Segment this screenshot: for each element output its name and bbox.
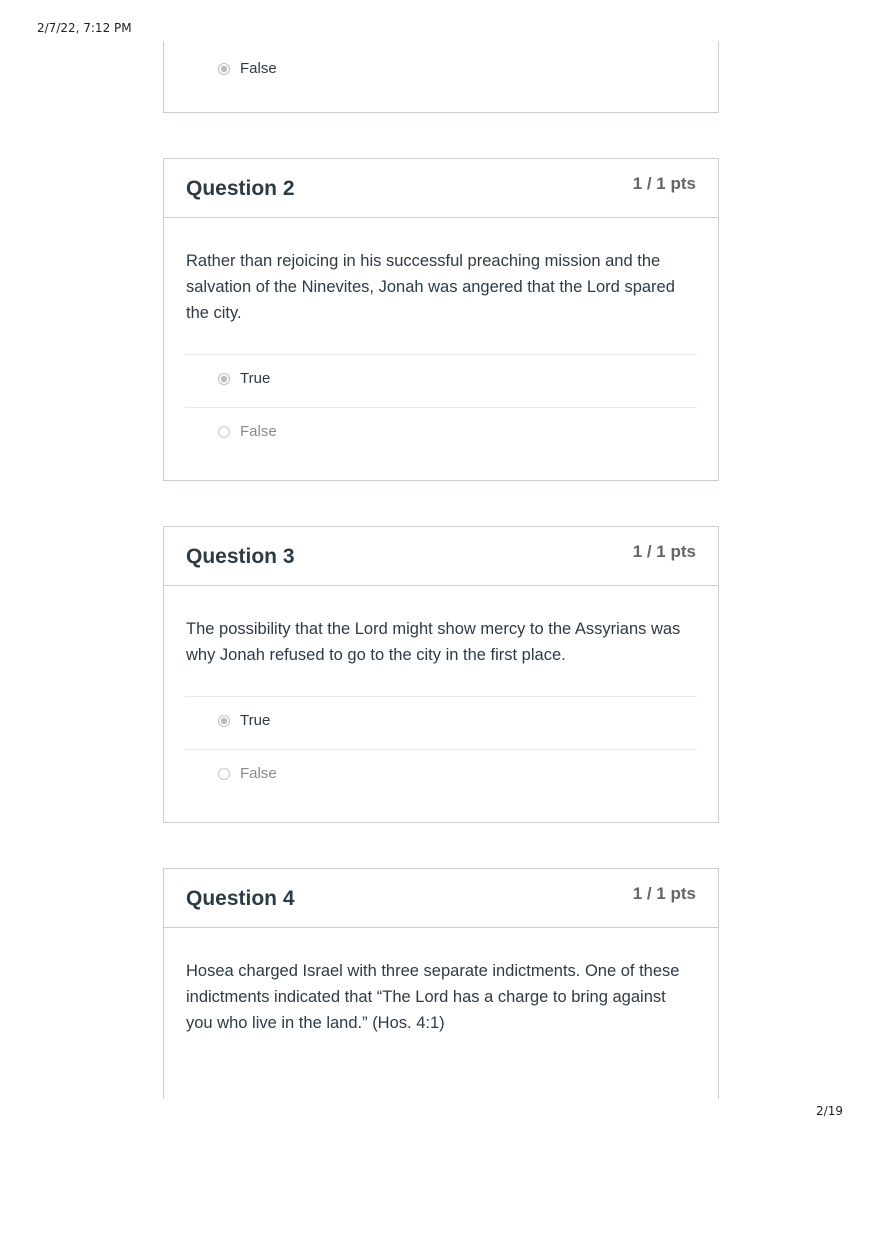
answer-list bbox=[185, 696, 697, 802]
question-title: Question 3 bbox=[186, 545, 295, 568]
answer-option-false[interactable] bbox=[185, 407, 697, 460]
question-title: Question 4 bbox=[186, 887, 295, 910]
radio-unselected-icon[interactable] bbox=[218, 768, 230, 780]
answer-option-true[interactable] bbox=[185, 696, 697, 749]
page-number: 2/19 bbox=[816, 1104, 843, 1118]
answer-list bbox=[185, 354, 697, 460]
answer-option-false[interactable] bbox=[185, 749, 697, 802]
answer-label: False bbox=[240, 60, 277, 77]
question-1-card bbox=[163, 41, 719, 113]
question-header bbox=[164, 527, 718, 586]
radio-unselected-icon[interactable] bbox=[218, 426, 230, 438]
question-text: Rather than rejoicing in his successful preaching mission and the salvation of the Ninevites, Jonah was angered that the Lord spared the city. bbox=[186, 252, 675, 322]
answer-label: False bbox=[240, 423, 277, 440]
question-text: The possibility that the Lord might show mercy to the Assyrians was why Jonah refused to go to the city in the first place. bbox=[186, 620, 681, 664]
answer-label: True bbox=[240, 712, 271, 729]
question-header bbox=[164, 159, 718, 218]
answer-option[interactable] bbox=[185, 45, 718, 97]
question-text: Hosea charged Israel with three separate indictments. One of these indictments indicated that “The Lord has a charge to bring against you who live in the land.” (Hos. 4:1) bbox=[186, 962, 680, 1032]
question-4-card bbox=[163, 868, 719, 1099]
radio-selected-icon[interactable] bbox=[218, 715, 230, 727]
answer-label: False bbox=[240, 765, 277, 782]
print-timestamp: 2/7/22, 7:12 PM bbox=[37, 21, 132, 35]
question-2-card bbox=[163, 158, 719, 481]
question-header bbox=[164, 869, 718, 928]
question-title: Question 2 bbox=[186, 177, 295, 200]
question-points: 1 / 1 pts bbox=[632, 542, 696, 561]
answer-option-true[interactable] bbox=[185, 354, 697, 407]
answer-label: True bbox=[240, 370, 271, 387]
radio-selected-icon[interactable] bbox=[218, 63, 230, 75]
question-points: 1 / 1 pts bbox=[632, 884, 696, 903]
radio-selected-icon[interactable] bbox=[218, 373, 230, 385]
question-points: 1 / 1 pts bbox=[632, 174, 696, 193]
question-3-card bbox=[163, 526, 719, 823]
